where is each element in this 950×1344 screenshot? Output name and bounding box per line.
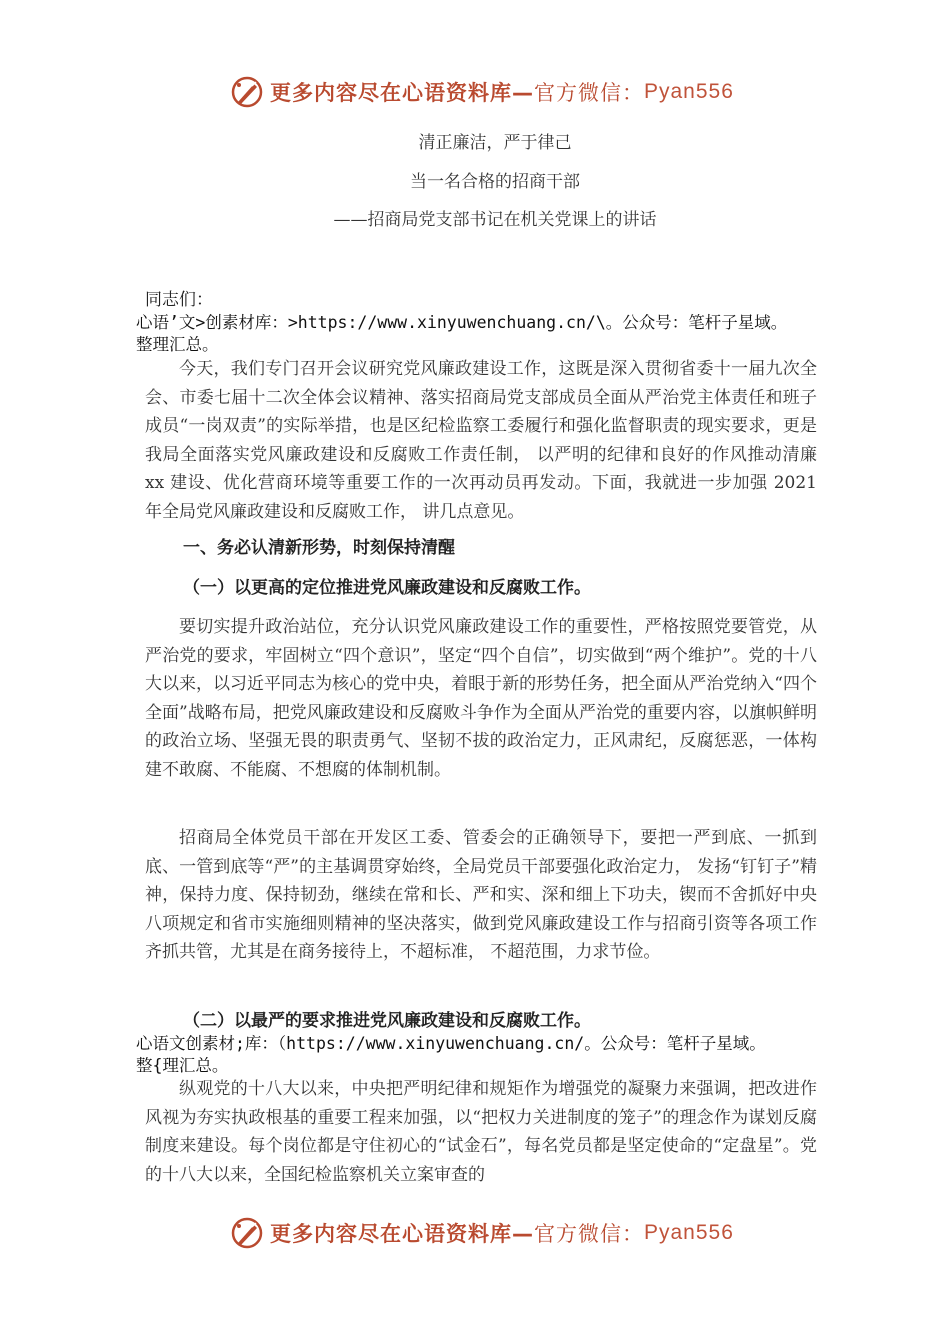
intro-paragraph — [145, 355, 817, 527]
title-line-2: 当一名合格的招商干部 — [410, 172, 580, 192]
header-banner — [230, 72, 734, 112]
paragraph-2 — [145, 824, 817, 967]
subheading-2: （二）以最严的要求推进党风廉政建设和反腐败工作。 — [183, 1011, 591, 1031]
paragraph-3-text: 纵观党的十八大以来，中央把严明纪律和规矩作为增强党的凝聚力来强调，把改进作风视为夯实执政根基的重要工程来加强，以“把权力关进制度的笼子”的理念作为谋划反腐制度来建设。每个岗位都是守住初心的“试金石”，每名党员都是坚定使命的“定盘星”。党的十八大以来，全国纪检监察机关立案审查的 — [145, 1079, 817, 1185]
paragraph-1 — [145, 613, 817, 785]
subheading-1: （一）以更高的定位推进党风廉政建设和反腐败工作。 — [183, 578, 591, 598]
banner-text: 更多内容尽在心语资料库— — [270, 1222, 534, 1246]
watermark-line-1: 心语’文>创素材库：>https://www.xinyuwenchuang.cn/\。公众号：笔杆子星域。 — [136, 313, 788, 332]
paragraph-2-text: 招商局全体党员干部在开发区工委、管委会的正确领导下，要把一严到底、一抓到底、一管到底等“严”的主基调贯穿始终，全局党员干部要强化政治定力， 发扬“钉钉子”精神，保持力度、保持韧劲，继续在常和长、严和实、深和细上下功夫，锲而不舍抓好中央八项规定和省市实施细则精神的坚决落实，做到党风廉政建设工作与招商引资等各项工作齐抓共管，尤其是在商务接待上，不超标准， 不超范围，力求节俭。 — [145, 828, 817, 963]
intro-text: 今天，我们专门召开会议研究党风廉政建设工作，这既是深入贯彻省委十一届九次全会、市委七届十二次全体会议精神、落实招商局党支部成员全面从严治党主体责任和班子成员“一岗双责”的实际举措，也是区纪检监察工委履行和强化监督职责的现实要求，更是我局全面落实党风廉政建设和反腐败工作责任制， 以严明的纪律和良好的作风推动清廉 xx 建设、优化营商环境等重要工作的一次再动员再发动。下面，我就进一步加强 2021 年全局党风廉政建设和反腐败工作， 讲几点意见。 — [145, 359, 817, 522]
pen-logo-icon — [230, 1216, 264, 1250]
banner-wechat-id: Pyan556 — [644, 1221, 734, 1244]
banner-wechat-id: Pyan556 — [644, 80, 734, 103]
watermark-2-line-2: 整{理汇总。 — [136, 1056, 229, 1075]
paragraph-1-text: 要切实提升政治站位，充分认识党风廉政建设工作的重要性，严格按照党要管党，从严治党的要求，牢固树立“四个意识”，坚定“四个自信”，切实做到“两个维护”。党的十八大以来，以习近平同志为核心的党中央，着眼于新的形势任务，把全面从严治党纳入“四个全面”战略布局，把党风廉政建设和反腐败斗争作为全面从严治党的重要内容，以旗帜鲜明的政治立场、坚强无畏的职责勇气、坚韧不拔的政治定力，正风肃纪，反腐惩恶，一体构建不敢腐、不能腐、不想腐的体制机制。 — [145, 617, 817, 780]
title-line-3: ——招商局党支部书记在机关党课上的讲话 — [333, 210, 657, 230]
banner-wechat-label: 官方微信： — [534, 1222, 644, 1246]
greeting: 同志们： — [145, 290, 213, 310]
banner-text: 更多内容尽在心语资料库— — [270, 81, 534, 105]
paragraph-3 — [145, 1075, 817, 1189]
watermark-2-line-1: 心语文创素材;库：（https://www.xinyuwenchuang.cn/。公众号：笔杆子星域。 — [136, 1034, 766, 1053]
banner-wechat-label: 官方微信： — [534, 81, 644, 105]
pen-logo-icon — [230, 75, 264, 109]
watermark-line-2: 整理汇总。 — [136, 335, 219, 354]
section-heading-1: 一、务必认清新形势，时刻保持清醒 — [183, 538, 455, 558]
footer-banner — [230, 1213, 734, 1253]
title-line-1: 清正廉洁，严于律己 — [418, 133, 572, 153]
